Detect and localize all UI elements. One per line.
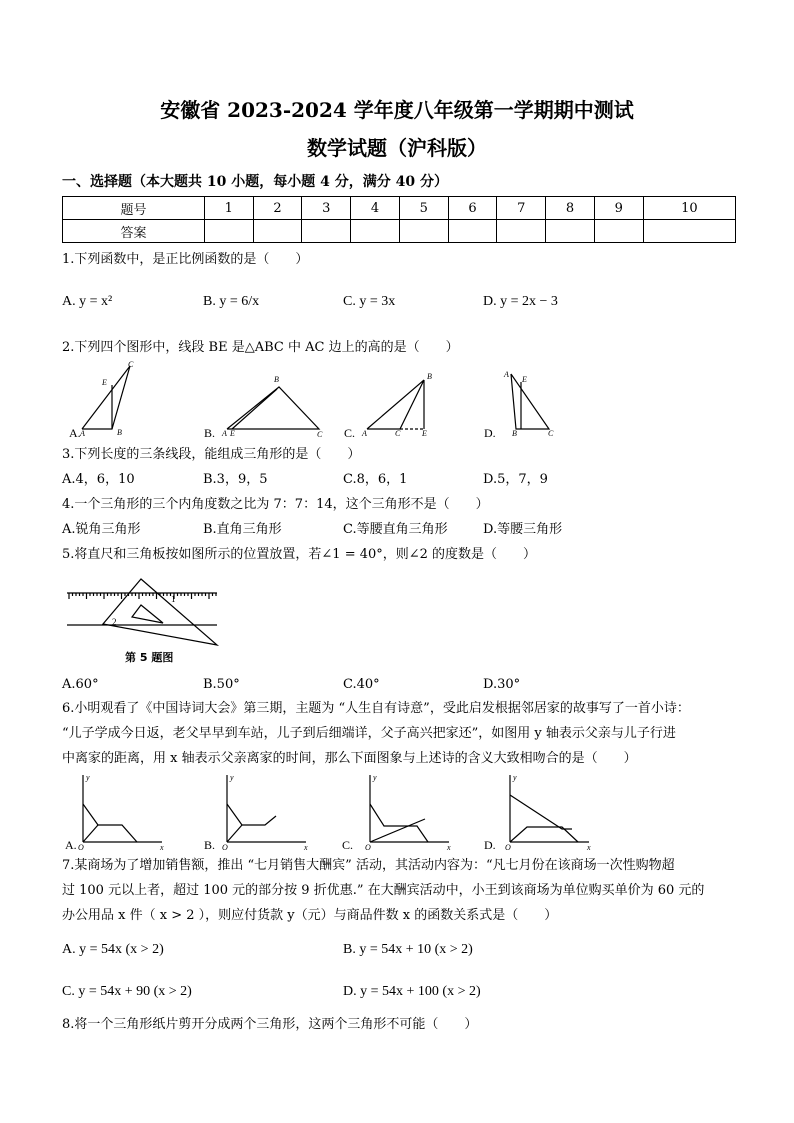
svg-text:O: O [365, 843, 371, 852]
table-row [63, 197, 736, 220]
question-number: 8 [546, 197, 595, 220]
svg-text:O: O [222, 843, 228, 852]
q1-option-b: B. y = 6/x [203, 294, 260, 309]
svg-text:x: x [160, 843, 164, 852]
answer-cell[interactable] [448, 220, 497, 243]
exam-subtitle: 数学试题（沪科版） [307, 136, 487, 160]
svg-text:A.: A. [65, 838, 77, 852]
q5-option-b: B.50° [203, 677, 240, 692]
q4-option-d: D.等腰三角形 [483, 522, 563, 537]
question-number: 10 [643, 197, 735, 220]
svg-text:C: C [317, 430, 323, 439]
q2-stem: 2.下列四个图形中，线段 BE 是△ABC 中 AC 边上的高的是（ ） [62, 340, 459, 355]
q2-figures [62, 362, 582, 442]
q1-option-c: C. y = 3x [343, 294, 396, 309]
q3-option-a: A.4，6，10 [62, 472, 135, 487]
q3-option-d: D.5，7，9 [483, 472, 548, 487]
angle-2-label: 2 [112, 617, 117, 627]
q7-option-a: A. y = 54x (x > 2) [62, 942, 164, 957]
svg-text:B: B [512, 429, 517, 438]
svg-text:A: A [80, 429, 85, 438]
graph-b [204, 773, 308, 852]
answer-cell[interactable] [594, 220, 643, 243]
q7-option-b: B. y = 54x + 10 (x > 2) [343, 942, 473, 957]
q5-option-c: C.40° [343, 677, 380, 692]
question-number: 7 [497, 197, 546, 220]
q5-option-d: D.30° [483, 677, 521, 692]
answer-cell[interactable] [302, 220, 351, 243]
svg-text:A: A [222, 429, 227, 438]
question-number: 6 [448, 197, 497, 220]
answer-cell[interactable] [497, 220, 546, 243]
svg-text:y: y [513, 773, 517, 782]
q4-option-a: A.锐角三角形 [62, 522, 141, 537]
question-number: 3 [302, 197, 351, 220]
svg-text:B: B [427, 372, 432, 381]
q8-stem: 8.将一个三角形纸片剪开分成两个三角形，这两个三角形不可能（ ） [62, 1017, 478, 1032]
question-number: 5 [399, 197, 448, 220]
q7-line-2: 过 100 元以上者，超过 100 元的部分按 9 折优惠.” 在大酬宾活动中，小王到该商场为单位购买单价为 60 元的 [62, 883, 705, 898]
answer-cell[interactable] [399, 220, 448, 243]
q5-option-a: A.60° [62, 677, 99, 692]
q7-line-3: 办公用品 x 件（ x > 2 ），则应付货款 y（元）与商品件数 x 的函数关系式是（ ） [62, 908, 558, 923]
question-number: 2 [253, 197, 302, 220]
svg-text:x: x [587, 843, 591, 852]
svg-text:x: x [304, 843, 308, 852]
question-number: 9 [594, 197, 643, 220]
svg-text:y: y [86, 773, 90, 782]
svg-text:O: O [78, 843, 84, 852]
exam-title: 安徽省 2023-2024 学年度八年级第一学期期中测试 [160, 98, 634, 122]
q1-stem: 1.下列函数中，是正比例函数的是（ ） [62, 252, 309, 267]
svg-text:C: C [128, 360, 134, 369]
svg-text:C.: C. [344, 426, 356, 440]
svg-text:E: E [422, 429, 427, 438]
question-number: 1 [204, 197, 253, 220]
answer-cell[interactable] [253, 220, 302, 243]
figure-b [204, 375, 323, 440]
q5-stem: 5.将直尺和三角板按如图所示的位置放置，若∠1 = 40°，则∠2 的度数是（ ） [62, 547, 537, 562]
answer-cell[interactable] [643, 220, 735, 243]
svg-text:E: E [230, 429, 235, 438]
q6-graphs [62, 772, 752, 852]
answer-cell[interactable] [204, 220, 253, 243]
q6-line-3: 中离家的距离，用 x 轴表示父亲离家的时间，那么下面图象与上述诗的含义大致相吻合的是（ ） [62, 751, 637, 766]
q3-option-c: C.8，6，1 [343, 472, 408, 487]
svg-text:A.: A. [69, 426, 81, 440]
table-row [63, 220, 736, 243]
figure-c [344, 372, 432, 440]
svg-text:C: C [395, 429, 401, 438]
figure-a [69, 360, 134, 440]
row-label: 题号 [63, 197, 205, 220]
svg-text:x: x [447, 843, 451, 852]
q7-option-c: C. y = 54x + 90 (x > 2) [62, 984, 192, 999]
svg-text:E: E [522, 375, 527, 384]
answer-cell[interactable] [546, 220, 595, 243]
answer-table [62, 196, 736, 243]
row-label: 答案 [63, 220, 205, 243]
svg-text:D.: D. [484, 426, 496, 440]
q1-option-a: A. y = x² [62, 294, 113, 309]
q6-line-1: 6.小明观看了《中国诗词大会》第三期，主题为 “人生自有诗意”，受此启发根据邻居家的故事写了一首小诗： [62, 701, 690, 716]
q7-option-d: D. y = 54x + 100 (x > 2) [343, 984, 481, 999]
svg-text:E: E [102, 378, 107, 387]
q4-option-b: B.直角三角形 [203, 522, 282, 537]
figure-d [484, 370, 554, 440]
svg-text:A: A [504, 370, 509, 379]
svg-text:A: A [362, 429, 367, 438]
q5-caption: 第 5 题图 [125, 651, 174, 664]
svg-text:O: O [505, 843, 511, 852]
section-heading: 一、选择题（本大题共 10 小题，每小题 4 分，满分 40 分） [62, 174, 448, 190]
svg-text:B.: B. [204, 838, 216, 852]
svg-text:B: B [274, 375, 279, 384]
svg-text:C: C [548, 429, 554, 438]
graph-c [342, 773, 451, 852]
q3-stem: 3.下列长度的三条线段，能组成三角形的是（ ） [62, 447, 361, 462]
q3-option-b: B.3，9，5 [203, 472, 268, 487]
svg-text:B: B [117, 428, 122, 437]
svg-text:B.: B. [204, 426, 216, 440]
svg-text:y: y [373, 773, 377, 782]
answer-cell[interactable] [351, 220, 400, 243]
q7-line-1: 7.某商场为了增加销售额，推出 “七月销售大酬宾” 活动，其活动内容为：“凡七月份在该商场一次性购物超 [62, 858, 675, 873]
svg-text:y: y [230, 773, 234, 782]
q6-line-2: “儿子学成今日返，老父早早到车站，儿子到后细端详，父子高兴把家还”，如图用 y 轴表示父亲与儿子行进 [62, 726, 676, 741]
svg-text:C.: C. [342, 838, 354, 852]
question-number: 4 [351, 197, 400, 220]
svg-text:D.: D. [484, 838, 496, 852]
graph-a [65, 773, 164, 852]
q1-option-d: D. y = 2x − 3 [483, 294, 558, 309]
q4-stem: 4.一个三角形的三个内角度数之比为 7：7：14，这个三角形不是（ ） [62, 497, 489, 512]
q4-option-c: C.等腰直角三角形 [343, 522, 448, 537]
angle-1-label: 1 [171, 594, 176, 604]
graph-d [484, 773, 591, 852]
